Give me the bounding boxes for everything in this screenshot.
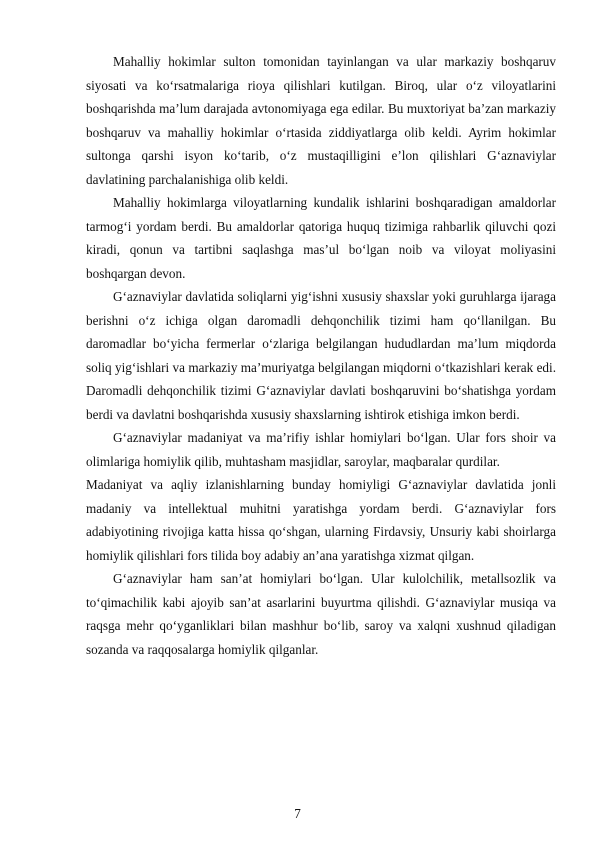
paragraph-tax-farming: G‘aznaviylar davlatida soliqlarni yig‘ishni xususiy shaxslar yoki guruhlarga ijaraga berishni oʻz ichiga olgan daromadli dehqonchilik tizimi ham qoʻllanilgan. Bu daromadlar boʻyicha fermerlar oʻzlariga belgilangan hududlardan ma’lum miqdorda soliq yig‘ishlari va markaziy ma’muriyatga belgilangan miqdorni oʻtkazishlari kerak edi. Daromadli dehqonchilik tizimi G‘aznaviylar davlati boshqaruvini boʻshatishga yordam berdi va davlatni boshqarishda xususiy shaxslarning ishtirok etishiga imkon berdi. [86, 289, 556, 422]
body-text [86, 50, 556, 661]
paragraph-officials-network: Mahalliy hokimlarga viloyatlarning kundalik ishlarini boshqaradigan amaldorlar tarmog‘i yordam berdi. Bu amaldorlar qatoriga huquq tizimiga rahbarlik qiluvchi qozi kiradi, qonun va tartibni saqlashga mas’ul boʻlgan noib va viloyat moliyasini boshqargan devon. [86, 195, 556, 281]
page-number: 7 [294, 806, 301, 821]
paragraph-arts-patronage: G‘aznaviylar ham san’at homiylari boʻlgan. Ular kulolchilik, metallsozlik va toʻqimachilik kabi ajoyib san’at asarlarini buyurtma qilishdi. G‘aznaviylar musiqa va raqsga mehr qoʻyganliklari bilan mashhur boʻlib, saroy va xalqni xushnud qiladigan sozanda va raqqosalarga homiylik qilganlar. [86, 571, 556, 657]
paragraph-local-governors: Mahalliy hokimlar sulton tomonidan tayinlangan va ular markaziy boshqaruv siyosati va koʻrsatmalariga rioya qilishlari kutilgan. Biroq, ular oʻz viloyatlarini boshqarishda ma’lum darajada avtonomiyaga ega edilar. Bu muxtoriyat ba’zan markaziy boshqaruv va mahalliy hokimlar oʻrtasida ziddiyatlarga olib keldi. Ayrim hokimlar sultonga qarshi isyon koʻtarib, oʻz mustaqilligini eʼlon qilishlari Gʻaznaviylar davlatining parchalanishiga olib keldi. [86, 54, 556, 187]
paragraph-cultural-patronage: Gʻaznaviylar madaniyat va maʼrifiy ishlar homiylari boʻlgan. Ular fors shoir va olimlariga homiylik qilib, muhtasham masjidlar, saroylar, maqbaralar qurdilar. [86, 430, 556, 469]
paragraph-intellectual-environment: Madaniyat va aqliy izlanishlarning bunday homiyligi G‘aznaviylar davlatida jonli madaniy va intellektual muhitni yaratishga yordam berdi. G‘aznaviylar fors adabiyotining rivojiga katta hissa qoʻshgan, ularning Firdavsiy, Unsuriy kabi shoirlarga homiylik qilishlari fors tilida boy adabiy an’ana yaratishga xizmat qilgan. [86, 477, 556, 563]
